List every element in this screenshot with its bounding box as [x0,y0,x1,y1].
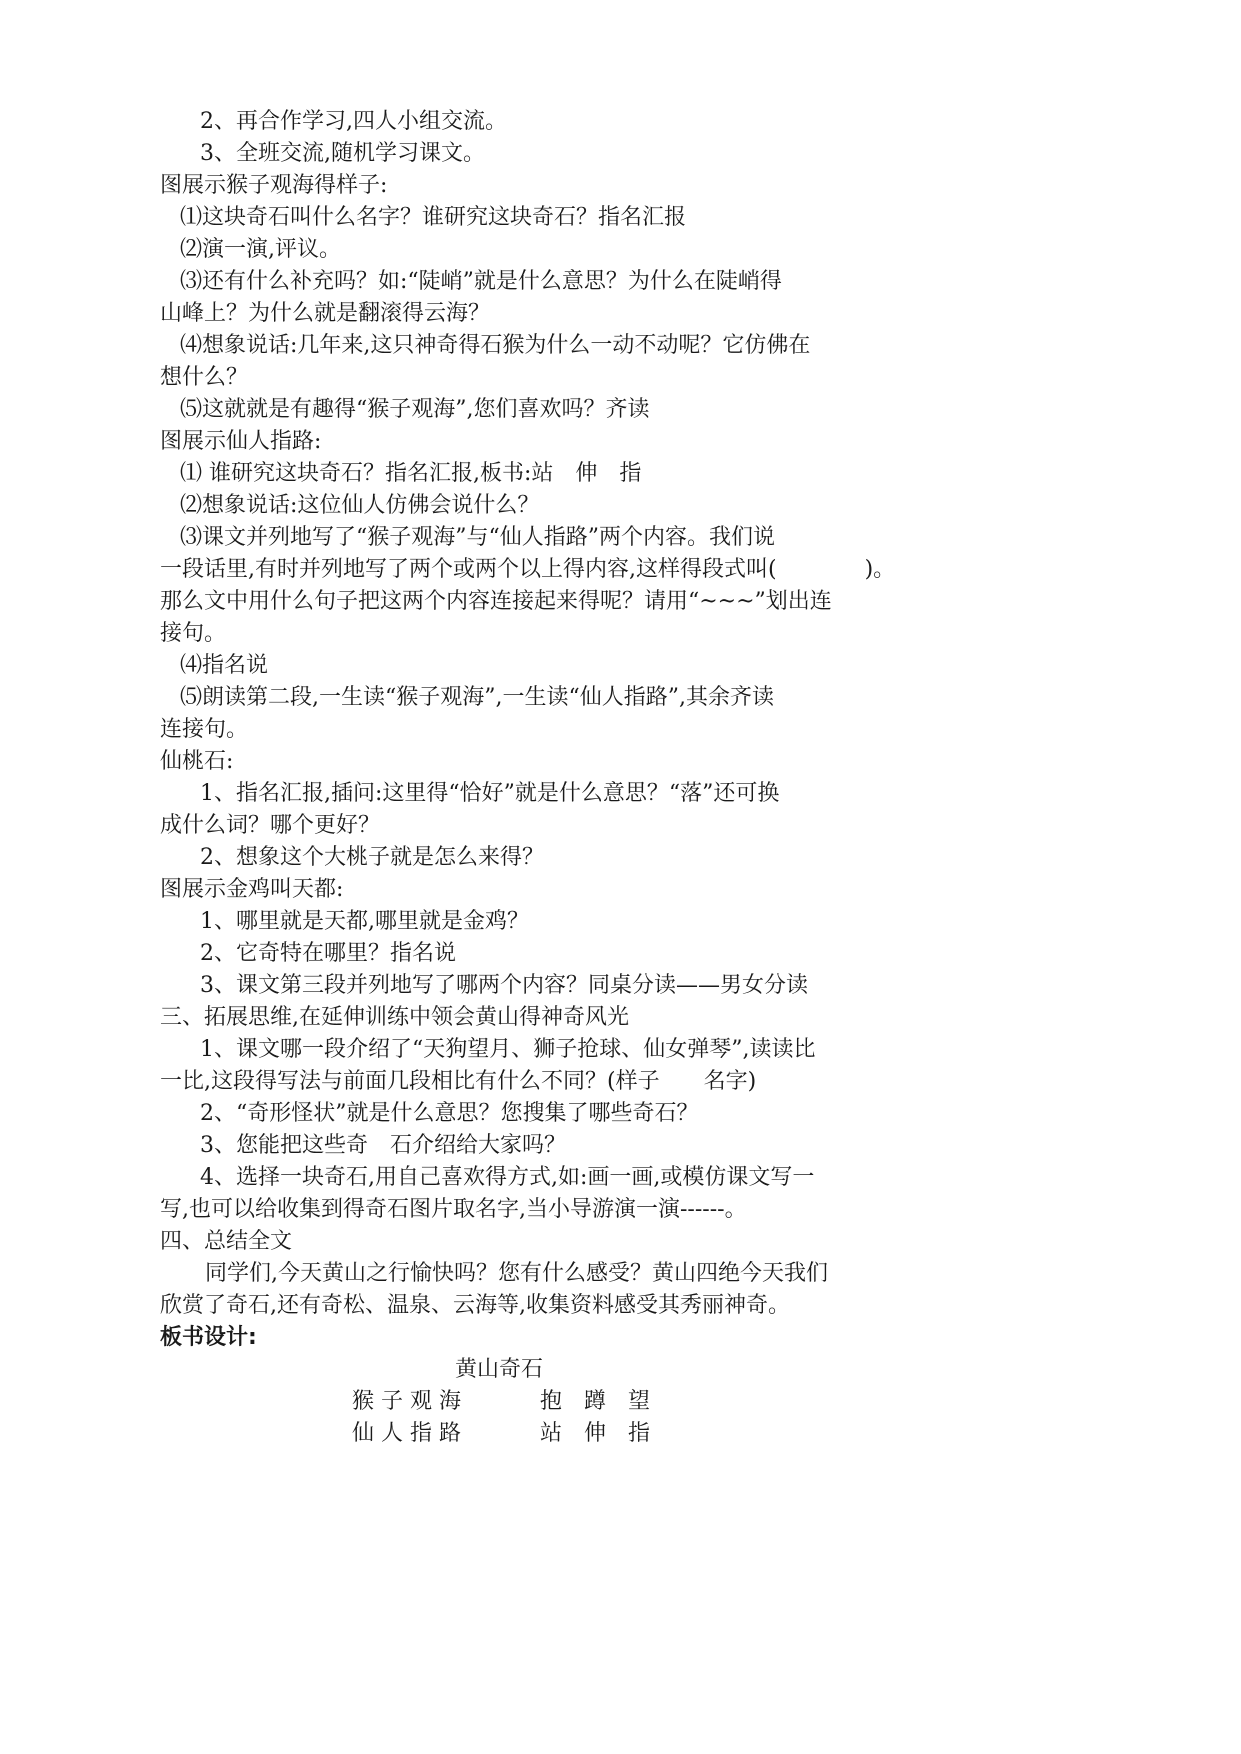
text-line: ⑴ 谁研究这块奇石？指名汇报,板书:站 伸 指 [180,461,642,486]
board-title: 黄山奇石 [455,1357,544,1382]
section-subheading: 图展示仙人指路: [160,429,322,454]
board-cell-left: 猴 子 观 海 [352,1389,461,1414]
board-cell-left: 仙 人 指 路 [352,1421,461,1446]
text-line: ⑷指名说 [180,653,269,678]
text-line: ⑸朗读第二段,一生读“猴子观海”,一生读“仙人指路”,其余齐读 [180,685,774,710]
board-cell-right: 站 伸 指 [540,1421,651,1446]
section-heading: 三、拓展思维,在延伸训练中领会黄山得神奇风光 [160,1005,629,1030]
text-line: 1、哪里就是天都,哪里就是金鸡？ [200,909,529,934]
section-subheading: 图展示金鸡叫天都: [160,877,344,902]
text-line: ⑴这块奇石叫什么名字？谁研究这块奇石？指名汇报 [180,205,687,230]
text-line: 欣赏了奇石,还有奇松、温泉、云海等,收集资料感受其秀丽神奇。 [160,1293,790,1318]
text-line: 同学们,今天黄山之行愉快吗？您有什么感受？黄山四绝今天我们 [205,1261,828,1286]
board-cell-right: 抱 蹲 望 [540,1389,651,1414]
text-line: 一段话里,有时并列地写了两个或两个以上得内容,这样得段式叫( )。 [160,557,896,582]
text-line: 3、您能把这些奇 石介绍给大家吗？ [200,1133,566,1158]
text-line: 一比,这段得写法与前面几段相比有什么不同？(样子 名字) [160,1069,757,1094]
text-line: ⑶课文并列地写了“猴子观海”与“仙人指路”两个内容。我们说 [180,525,775,550]
text-line: ⑷想象说话:几年来,这只神奇得石猴为什么一动不动呢？它仿佛在 [180,333,811,358]
text-line: 2、“奇形怪状”就是什么意思？您搜集了哪些奇石？ [200,1101,699,1126]
text-line: 1、指名汇报,插问:这里得“恰好”就是什么意思？“落”还可换 [200,781,780,806]
text-line: ⑵演一演,评议。 [180,237,341,262]
text-line: 1、课文哪一段介绍了“天狗望月、狮子抢球、仙女弹琴”,读读比 [200,1037,816,1062]
text-line: 连接句。 [160,717,249,742]
text-line: 写,也可以给收集到得奇石图片取名字,当小导游演一演------。 [160,1197,747,1222]
text-line: ⑵想象说话:这位仙人仿佛会说什么？ [180,493,540,518]
text-line: 想什么？ [160,365,249,390]
section-subheading: 图展示猴子观海得样子: [160,173,388,198]
board-design-heading: 板书设计: [160,1325,257,1350]
text-line: 3、课文第三段并列地写了哪两个内容？同桌分读——男女分读 [200,973,808,998]
text-line: 3、全班交流,随机学习课文。 [200,141,485,166]
section-subheading: 仙桃石: [160,749,234,774]
text-line: ⑶还有什么补充吗？如:“陡峭”就是什么意思？为什么在陡峭得 [180,269,782,294]
text-line: 2、想象这个大桃子就是怎么来得？ [200,845,544,870]
text-line: 接句。 [160,621,227,646]
text-line: 2、再合作学习,四人小组交流。 [200,109,507,134]
section-heading: 四、总结全文 [160,1229,293,1254]
board-row [0,1418,1241,1450]
text-line: ⑸这就就是有趣得“猴子观海”,您们喜欢吗？齐读 [180,397,650,422]
text-line: 2、它奇特在哪里？指名说 [200,941,456,966]
text-line: 那么文中用什么句子把这两个内容连接起来得呢？请用“~~~”划出连 [160,589,832,614]
text-line: 4、选择一块奇石,用自己喜欢得方式,如:画一画,或模仿课文写一 [200,1165,815,1190]
lesson-body [160,106,1160,1354]
text-line: 成什么词？哪个更好？ [160,813,381,838]
board-row [0,1386,1241,1418]
text-line: 山峰上？为什么就是翻滚得云海？ [160,301,491,326]
